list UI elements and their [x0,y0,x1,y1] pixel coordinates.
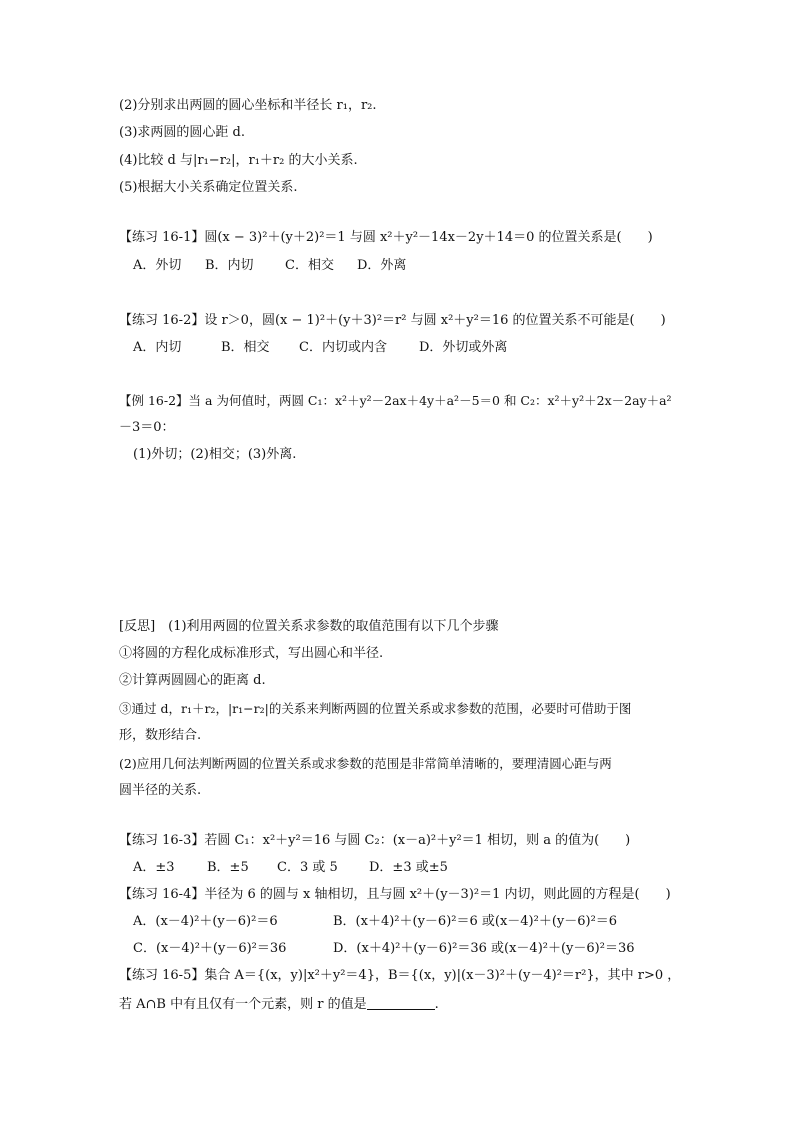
exercise-16-1-options [133,257,406,275]
exercise-16-4-options-row-1 [133,913,617,931]
exercise-16-4-options-row-2 [133,940,635,958]
option-c: C．3 或 5 [277,860,338,875]
reflection-line-2: ①将圆的方程化成标准形式，写出圆心和半径. [119,646,384,661]
reflection-line-4: ③通过 d，r₁＋r₂，|r₁−r₂|的关系来判断两圆的位置关系或求参数的范围，必要时可借助于图 [119,701,632,716]
example-16-2-line-3: (1)外切；(2)相交；(3)外离. [133,447,297,462]
example-16-2-line-1: 【例 16-2】当 a 为何值时，两圆 C₁：x²＋y²－2ax＋4y＋a²－5＝0 和 C₂：x²＋y²＋2x－2ay＋a² [119,393,672,408]
option-d: D．±3 或±5 [369,860,448,875]
option-a: A．内切 [133,340,182,355]
exercise-16-5-line-1: 【练习 16-5】集合 A＝{(x，y)|x²＋y²＝4}，B＝{(x，y)|(x－3)²＋(y－4)²＝r²}，其中 r>0 ， [119,968,681,983]
exercise-16-1-question: 【练习 16-1】圆(x − 3)²＋(y＋2)²＝1 与圆 x²＋y²－14x－2y＋14＝0 的位置关系是( ) [119,230,653,245]
example-16-2-line-2: －3＝0： [119,420,175,435]
option-d: D．(x＋4)²＋(y－6)²＝36 或(x－4)²＋(y－6)²＝36 [333,941,635,956]
exercise-16-2-question: 【练习 16-2】设 r＞0，圆(x − 1)²＋(y＋3)²＝r² 与圆 x²＋y²＝16 的位置关系不可能是( ) [119,313,666,328]
reflection-line-5: 形，数形结合. [119,728,202,743]
exercise-16-3-question: 【练习 16-3】若圆 C₁：x²＋y²＝16 与圆 C₂：(x－a)²＋y²＝1 相切，则 a 的值为( ) [119,833,631,848]
reflection-line-3: ②计算两圆圆心的距离 d. [119,673,266,688]
option-a: A．外切 [133,258,182,273]
option-b: B．相交 [221,340,270,355]
option-b: B．±5 [207,860,249,875]
option-b: B．内切 [205,258,254,273]
reflection-line-7: 圆半径的关系. [119,783,202,798]
reflection-line-1: [反思] (1)利用两圆的位置关系求参数的取值范围有以下几个步骤 [119,619,499,634]
period: . [434,997,439,1012]
option-d: D．外切或外离 [419,340,508,355]
option-b: B．(x＋4)²＋(y－6)²＝6 或(x－4)²＋(y－6)²＝6 [333,914,618,929]
step-5: (5)根据大小关系确定位置关系. [119,180,298,195]
exercise-16-5-text: 若 A∩B 中有且仅有一个元素，则 r 的值是 [119,997,367,1012]
exercise-16-3-options [133,859,448,877]
step-3: (3)求两圆的圆心距 d. [119,125,246,140]
reflection-line-6: (2)应用几何法判断两圆的位置关系或求参数的范围是非常简单清晰的，要理清圆心距与两 [119,756,612,771]
exercise-16-4-question: 【练习 16-4】半径为 6 的圆与 x 轴相切，且与圆 x²＋(y－3)²＝1 内切，则此圆的方程是( ) [119,887,671,902]
option-a: A．±3 [133,860,175,875]
step-4: (4)比较 d 与|r₁−r₂|，r₁＋r₂ 的大小关系. [119,153,358,168]
option-c: C．(x－4)²＋(y－6)²＝36 [133,941,287,956]
exercise-16-2-options [133,339,507,357]
step-2: (2)分别求出两圆的圆心坐标和半径长 r₁，r₂. [119,98,377,113]
exercise-16-5-line-2 [119,995,439,1014]
option-d: D．外离 [357,258,407,273]
answer-blank [367,995,435,1010]
option-c: C．相交 [285,258,334,273]
option-c: C．内切或内含 [299,340,387,355]
option-a: A．(x－4)²＋(y－6)²＝6 [133,914,278,929]
